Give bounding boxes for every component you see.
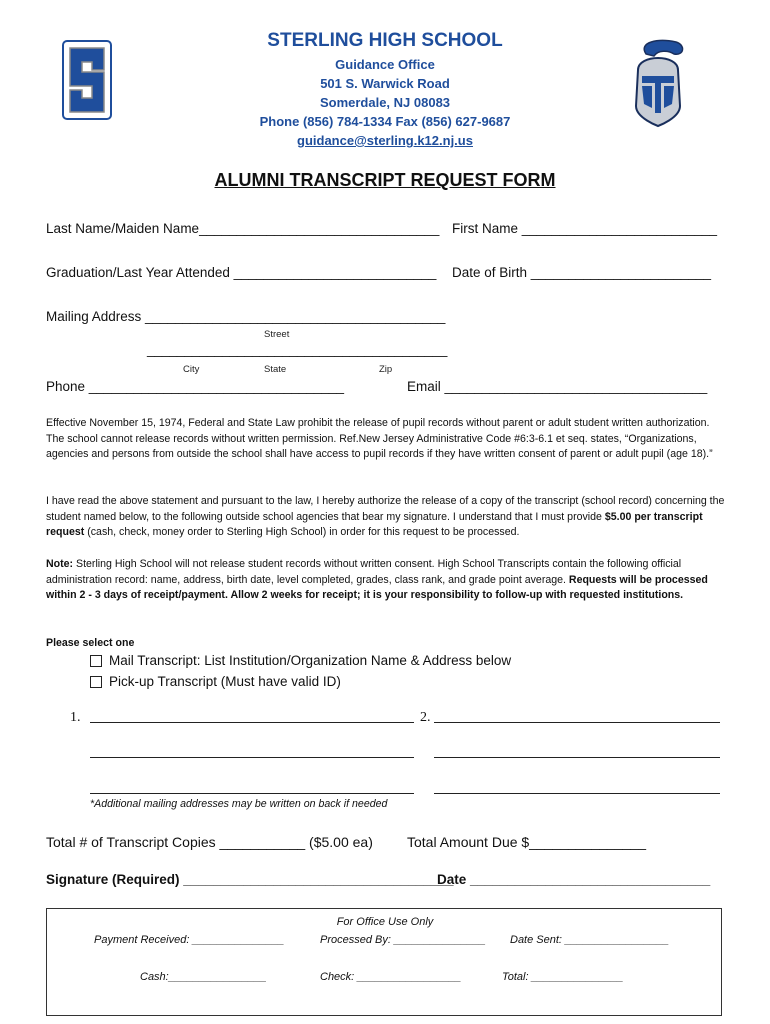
checkbox-icon[interactable] bbox=[90, 655, 102, 667]
checkbox-icon[interactable] bbox=[90, 676, 102, 688]
institution-1-number: 1. bbox=[70, 710, 81, 725]
form-title: ALUMNI TRANSCRIPT REQUEST FORM bbox=[214, 170, 556, 190]
email-field[interactable]: Email ___________________________________ bbox=[407, 379, 708, 394]
office-name: Guidance Office bbox=[335, 57, 435, 72]
city-label: City bbox=[183, 364, 200, 375]
institution-1-line-2[interactable] bbox=[90, 757, 414, 758]
zip-label: Zip bbox=[379, 364, 393, 375]
mailing-address-field[interactable]: Mailing Address ________________________________________ bbox=[46, 309, 446, 324]
transcript-copies-field[interactable]: Total # of Transcript Copies ___________ ($5.00 ea) bbox=[46, 834, 373, 850]
pickup-transcript-label: Pick-up Transcript (Must have valid ID) bbox=[109, 674, 341, 689]
note-statement: Note: Sterling High School will not release student records without written consent. High School Transcripts contain the following official administration record: name, address, birth date, level completed, grades, class rank, and grade point average. Requests will be processed within 2 - 3 days of receipt/payment. Allow 2 weeks for receipt; it is your responsibility to follow-up with requested institutions. bbox=[46, 558, 708, 601]
phone-field[interactable]: Phone __________________________________ bbox=[46, 379, 345, 394]
cash-field[interactable]: Cash:________________ bbox=[140, 971, 267, 983]
payment-received-field[interactable]: Payment Received: _______________ bbox=[94, 934, 285, 946]
processed-by-field[interactable]: Processed By: _______________ bbox=[320, 934, 486, 946]
address-line-1: 501 S. Warwick Road bbox=[320, 76, 450, 91]
address-line-2: Somerdale, NJ 08083 bbox=[319, 95, 451, 110]
school-logo-s bbox=[62, 40, 112, 120]
graduation-year-field[interactable]: Graduation/Last Year Attended ___________________________ bbox=[46, 265, 437, 280]
authorization-statement: I have read the above statement and pursuant to the law, I hereby authorize the release of a copy of the transcript (school record) concerning the student named below, to the following outside school agencies that bear my signature. I understand that I must provide $5.00 per transcript request (cash, check, money order to Sterling High School) in order for this request to be processed. bbox=[46, 495, 725, 538]
phone-fax: Phone (856) 784-1334 Fax (856) 627-9687 bbox=[259, 114, 511, 129]
date-of-birth-field[interactable]: Date of Birth ________________________ bbox=[452, 265, 711, 280]
date-sent-field[interactable]: Date Sent: _________________ bbox=[510, 934, 670, 946]
institution-2-number: 2. bbox=[420, 710, 431, 725]
pickup-transcript-option[interactable] bbox=[90, 674, 341, 689]
signature-field[interactable]: Signature (Required) ____________________________________ bbox=[46, 872, 454, 887]
last-name-field[interactable]: Last Name/Maiden Name________________________________ bbox=[46, 221, 440, 236]
knight-helmet-icon bbox=[628, 36, 688, 128]
legal-statement: Effective November 15, 1974, Federal and State Law prohibit the release of pupil records without parent or adult student written authorization. The school cannot release records without written permission. Ref.New Jersey Administrative Code #6:3-6.1 et seq. states, “Organizations, agencies and persons from outside the school shall have access to pupil records if they have written consent of parent or adult pupil (age 18).” bbox=[46, 417, 713, 460]
street-label: Street bbox=[264, 329, 290, 340]
mail-transcript-option[interactable] bbox=[90, 653, 511, 668]
first-name-field[interactable]: First Name __________________________ bbox=[452, 221, 717, 236]
state-label: State bbox=[264, 364, 287, 375]
institution-1-line-1[interactable] bbox=[90, 722, 414, 723]
institution-2-line-1[interactable] bbox=[434, 722, 720, 723]
city-state-zip-field[interactable]: ________________________________________ bbox=[147, 342, 448, 357]
office-use-heading: For Office Use Only bbox=[336, 916, 434, 928]
institution-1-line-3[interactable] bbox=[90, 793, 414, 794]
institution-2-line-3[interactable] bbox=[434, 793, 720, 794]
select-one-heading: Please select one bbox=[46, 637, 135, 649]
school-name: STERLING HIGH SCHOOL bbox=[267, 30, 503, 51]
signature-date-field[interactable]: Date ________________________________ bbox=[437, 872, 711, 887]
email-link[interactable]: guidance@sterling.k12.nj.us bbox=[297, 133, 473, 148]
total-amount-due-field[interactable]: Total Amount Due $_______________ bbox=[407, 834, 646, 850]
check-field[interactable]: Check: _________________ bbox=[320, 971, 462, 983]
mail-transcript-label: Mail Transcript: List Institution/Organization Name & Address below bbox=[109, 653, 512, 668]
additional-addresses-note: *Additional mailing addresses may be written on back if needed bbox=[90, 798, 388, 810]
total-field[interactable]: Total: _______________ bbox=[502, 971, 624, 983]
institution-2-line-2[interactable] bbox=[434, 757, 720, 758]
